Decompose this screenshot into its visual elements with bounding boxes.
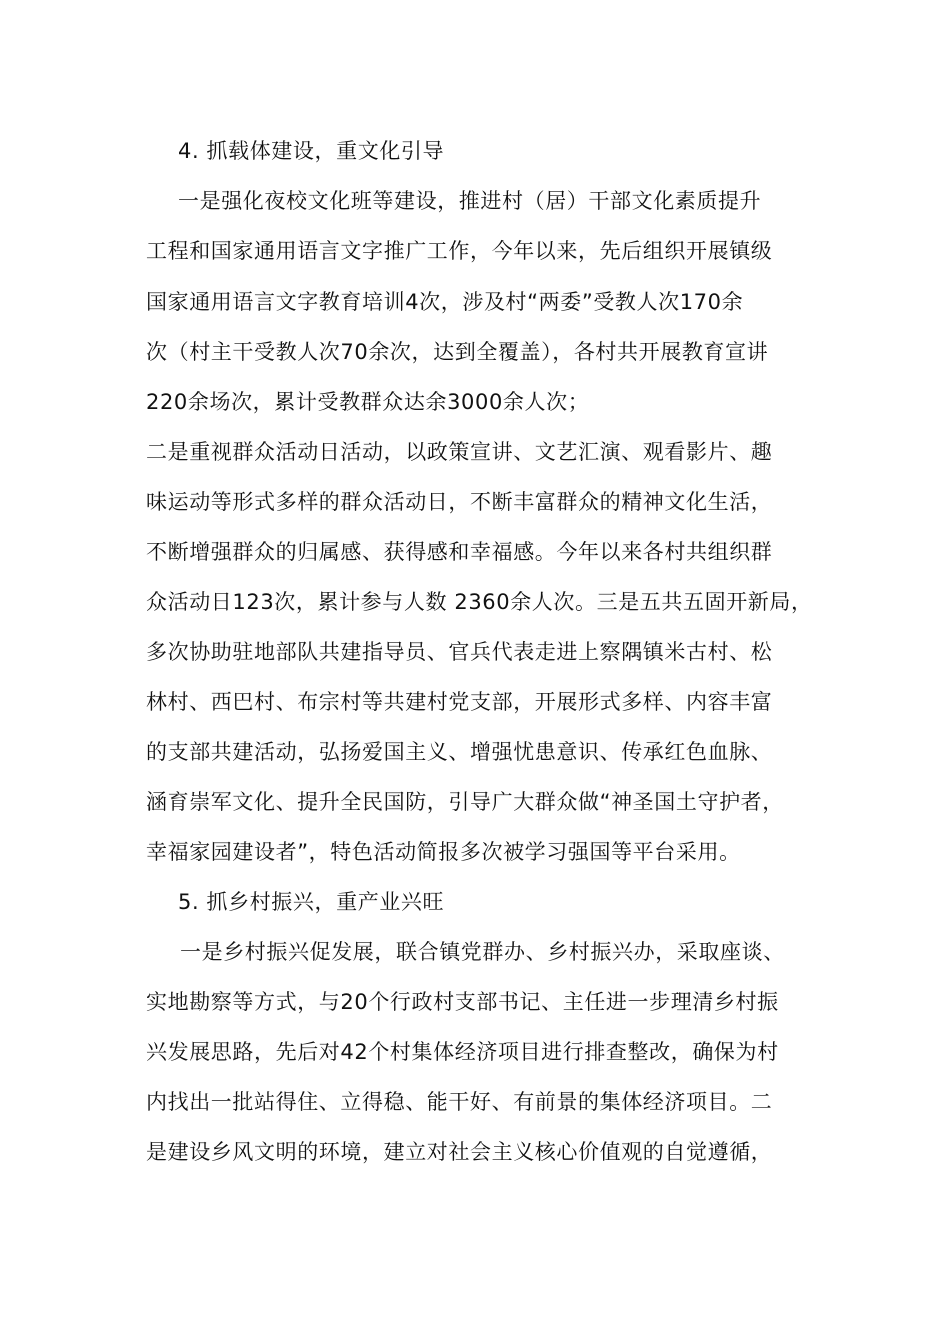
paragraph-line: 不断增强群众的归属感、获得感和幸福感。今年以来各村共组织群 bbox=[146, 540, 773, 564]
paragraph-line: 一是强化夜校文化班等建设，推进村（居）干部文化素质提升 bbox=[178, 189, 762, 213]
section-heading: 5. 抓乡村振兴，重产业兴旺 bbox=[178, 890, 445, 914]
paragraph-line: 次（村主干受教人次70余次，达到全覆盖），各村共开展教育宣讲 bbox=[146, 340, 769, 364]
section-heading: 4. 抓载体建设，重文化引导 bbox=[178, 139, 445, 163]
paragraph-line: 多次协助驻地部队共建指导员、官兵代表走进上察隅镇米古村、松 bbox=[146, 640, 773, 664]
paragraph-line: 工程和国家通用语言文字推广工作，今年以来，先后组织开展镇级 bbox=[146, 239, 773, 263]
paragraph-line: 幸福家园建设者”，特色活动简报多次被学习强国等平台采用。 bbox=[146, 840, 741, 864]
paragraph-line: 涵育崇军文化、提升全民国防，引导广大群众做“神圣国土守护者， bbox=[146, 790, 784, 814]
paragraph-line: 国家通用语言文字教育培训4次，涉及村“两委”受教人次170余 bbox=[146, 290, 744, 314]
paragraph-line: 内找出一批站得住、立得稳、能干好、有前景的集体经济项目。二 bbox=[146, 1090, 773, 1114]
paragraph-line: 220余场次，累计受教群众达余3000余人次； bbox=[146, 390, 590, 414]
paragraph-line: 林村、西巴村、布宗村等共建村党支部，开展形式多样、内容丰富 bbox=[146, 690, 773, 714]
paragraph-line: 一是乡村振兴促发展，联合镇党群办、乡村振兴办，采取座谈、 bbox=[180, 940, 785, 964]
paragraph-line: 味运动等形式多样的群众活动日，不断丰富群众的精神文化生活， bbox=[146, 490, 773, 514]
paragraph-line: 是建设乡风文明的环境，建立对社会主义核心价值观的自觉遵循， bbox=[146, 1140, 773, 1164]
paragraph-line: 的支部共建活动，弘扬爱国主义、增强忧患意识、传承红色血脉、 bbox=[146, 740, 773, 764]
paragraph-line: 众活动日123次，累计参与人数 2360余人次。三是五共五固开新局， bbox=[146, 590, 813, 614]
paragraph-line: 兴发展思路，先后对42个村集体经济项目进行排查整改，确保为村 bbox=[146, 1040, 779, 1064]
paragraph-line: 二是重视群众活动日活动，以政策宣讲、文艺汇演、观看影片、趣 bbox=[146, 440, 773, 464]
paragraph-line: 实地勘察等方式，与20个行政村支部书记、主任进一步理清乡村振 bbox=[146, 990, 779, 1014]
